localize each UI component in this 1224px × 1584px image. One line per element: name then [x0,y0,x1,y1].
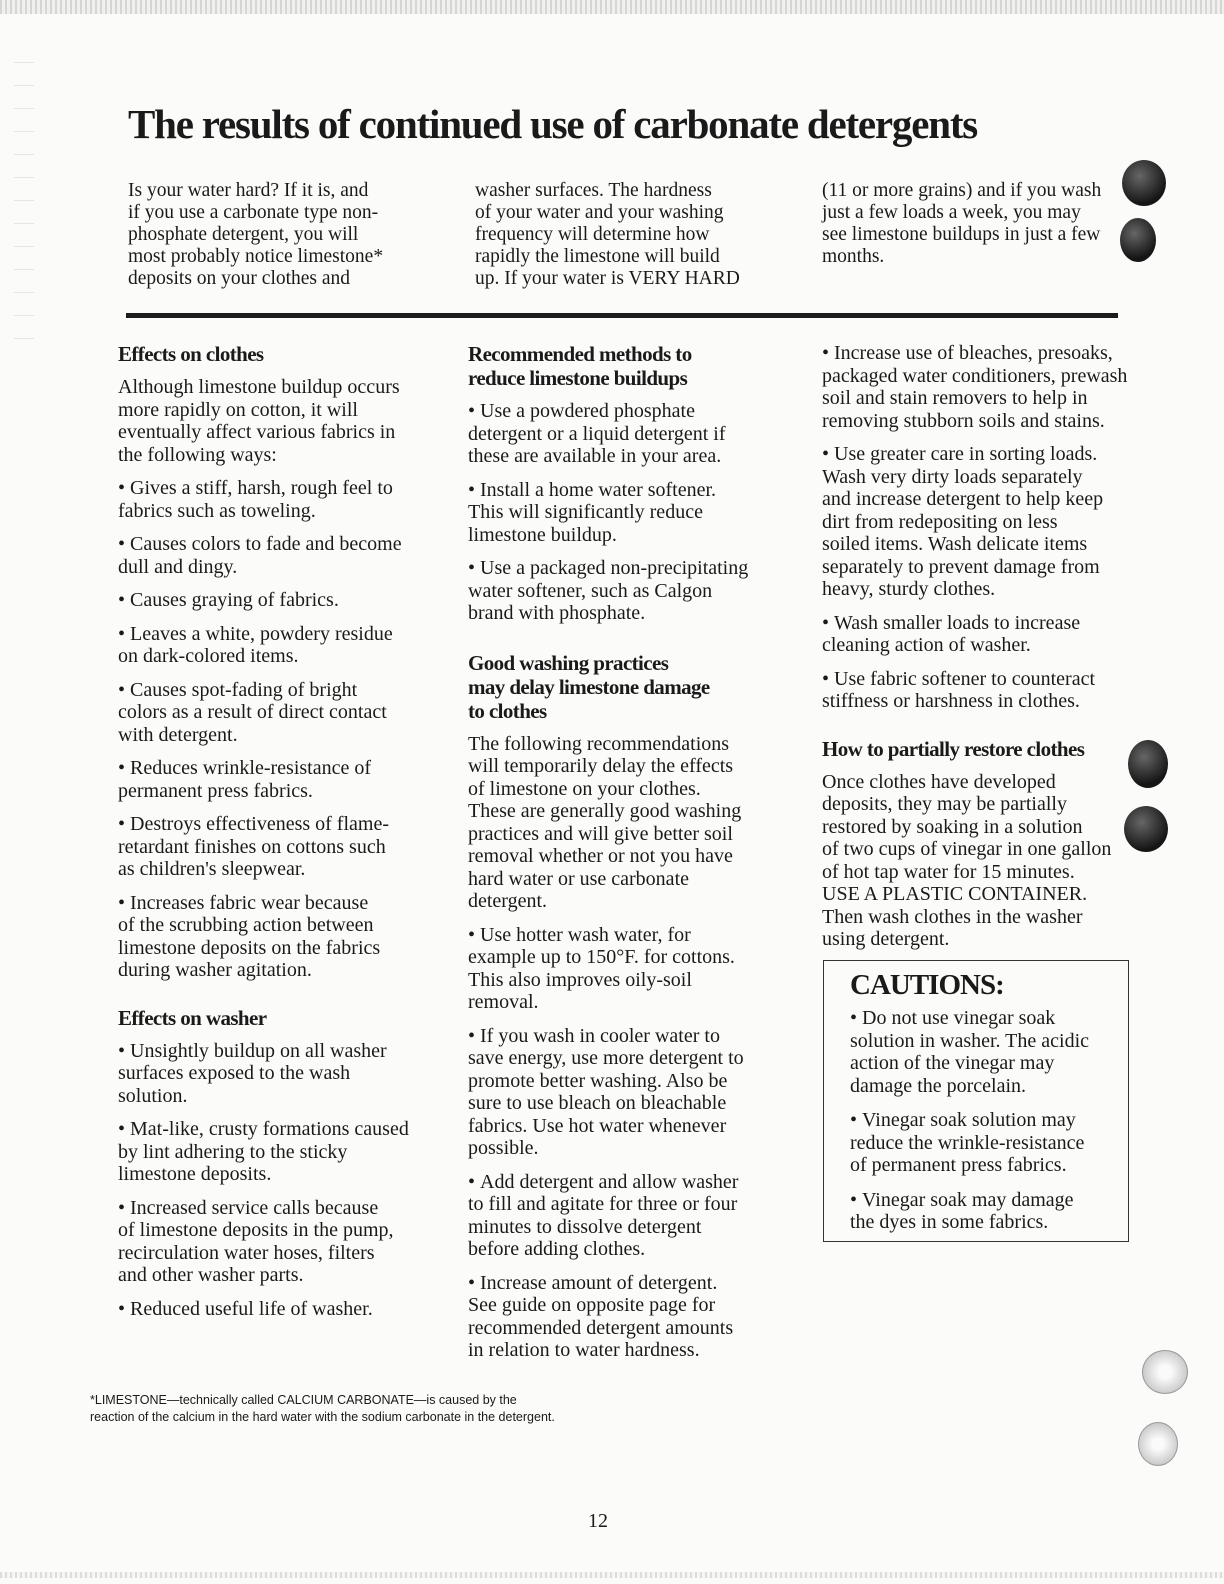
clothes-effect-item: • Leaves a white, powdery residue on dark-colored items. [118,623,448,668]
caution-item: • Vinegar soak may damage the dyes in some fabrics. [850,1189,1128,1234]
binder-hole-icon [1138,1422,1178,1466]
clothes-effect-item: • Causes spot-fading of bright colors as a result of direct contact with detergent. [118,679,448,747]
washer-effect-item: • Unsightly buildup on all washer surfaces exposed to the wash solution. [118,1040,448,1108]
good-practices-heading: Good washing practices may delay limestone damage to clothes [468,650,710,723]
restore-clothes-heading: How to partially restore clothes [822,736,1085,761]
page-number: 12 [588,1510,608,1532]
binder-hole-icon [1142,1350,1188,1394]
binder-hole-icon [1124,806,1168,852]
recommended-method-item: • Install a home water softener. This will significantly reduce limestone buildup. [468,479,788,547]
scan-bottom-edge [0,1572,1224,1578]
column-middle [468,342,788,1373]
good-practice-item: • Increase amount of detergent. See guide on opposite page for recommended detergent amounts in relation to water hardness. [468,1272,788,1362]
clothes-effect-item: • Gives a stiff, harsh, rough feel to fabrics such as toweling. [118,477,448,522]
effects-on-clothes-intro: Although limestone buildup occurs more rapidly on cotton, it will eventually affect various fabrics in the following ways: [118,376,400,466]
scan-left-edge-marks [14,40,34,360]
intro-column-2: washer surfaces. The hardness of your water and your washing frequency will determine how rapidly the limestone will build up. If your water is VERY HARD [475,180,740,289]
page-title: The results of continued use of carbonate detergents [128,101,978,147]
clothes-effect-item: • Destroys effectiveness of flame- retardant finishes on cottons such as children's sleepwear. [118,813,448,881]
clothes-effect-item: • Causes graying of fabrics. [118,589,448,612]
binder-hole-icon [1122,160,1166,206]
clothes-effect-item: • Reduces wrinkle-resistance of permanent press fabrics. [118,757,448,802]
washer-effect-item: • Reduced useful life of washer. [118,1298,448,1321]
recommended-methods-heading: Recommended methods to reduce limestone buildups [468,342,692,390]
binder-hole-icon [1120,218,1156,262]
good-practice-item: • Wash smaller loads to increase cleaning action of washer. [822,612,1132,657]
footnote: *LIMESTONE—technically called CALCIUM CARBONATE—is caused by the reaction of the calcium in the hard water with the sodium carbonate in the detergent. [90,1393,555,1424]
scan-top-edge [0,0,1224,14]
caution-item: • Do not use vinegar soak solution in washer. The acidic action of the vinegar may damage the porcelain. [850,1007,1128,1097]
clothes-effect-item: • Causes colors to fade and become dull and dingy. [118,533,448,578]
recommended-method-item: • Use a packaged non-precipitating water softener, such as Calgon brand with phosphate. [468,557,788,625]
good-practice-item: • If you wash in cooler water to save energy, use more detergent to promote better washing. Also be sure to use bleach on bleachable fabrics. Use hot water whenever possible. [468,1025,788,1160]
good-practice-item: • Increase use of bleaches, presoaks, packaged water conditioners, prewash soil and stain removers to help in removing stubborn soils and stains. [822,342,1132,432]
column-left [118,342,448,1331]
good-practice-item: • Use hotter wash water, for example up to 150°F. for cottons. This also improves oily-soil removal. [468,924,788,1014]
binder-hole-icon [1128,740,1168,788]
effects-on-clothes-heading: Effects on clothes [118,342,264,366]
column-right [822,342,1132,962]
restore-clothes-text: Once clothes have developed deposits, they may be partially restored by soaking in a solution of two cups of vinegar in one gallon of hot tap water for 15 minutes. USE A PLASTIC CONTAINER. Then wash clothes in the washer using detergent. [822,770,1112,950]
intro-column-1: Is your water hard? If it is, and if you use a carbonate type non- phosphate detergent, you will most probably notice limestone* deposits on your clothes and [128,180,384,289]
intro-column-3: (11 or more grains) and if you wash just a few loads a week, you may see limestone buildups in just a few months. [822,180,1102,267]
cautions-heading: CAUTIONS: [850,969,1004,1001]
good-practice-item: • Use greater care in sorting loads. Wash very dirty loads separately and increase detergent to help keep dirt from redepositing on less soiled items. Wash delicate items separately to prevent damage from heavy, sturdy clothes. [822,443,1132,601]
washer-effect-item: • Mat-like, crusty formations caused by lint adhering to the sticky limestone deposits. [118,1118,448,1186]
good-practices-intro: The following recommendations will temporarily delay the effects of limestone on your clothes. These are generally good washing practices and will give better soil removal whether or not you have hard water or use carbonate detergent. [468,732,742,912]
clothes-effect-item: • Increases fabric wear because of the scrubbing action between limestone deposits on the fabrics during washer agitation. [118,892,448,982]
cautions-box [823,960,1129,1242]
effects-on-washer-heading: Effects on washer [118,1005,267,1030]
section-divider [126,313,1118,318]
good-practice-item: • Use fabric softener to counteract stiffness or harshness in clothes. [822,668,1132,713]
caution-item: • Vinegar soak solution may reduce the wrinkle-resistance of permanent press fabrics. [850,1109,1128,1177]
washer-effect-item: • Increased service calls because of limestone deposits in the pump, recirculation water hoses, filters and other washer parts. [118,1197,448,1287]
recommended-method-item: • Use a powdered phosphate detergent or a liquid detergent if these are available in your area. [468,400,788,468]
good-practice-item: • Add detergent and allow washer to fill and agitate for three or four minutes to dissolve detergent before adding clothes. [468,1171,788,1261]
